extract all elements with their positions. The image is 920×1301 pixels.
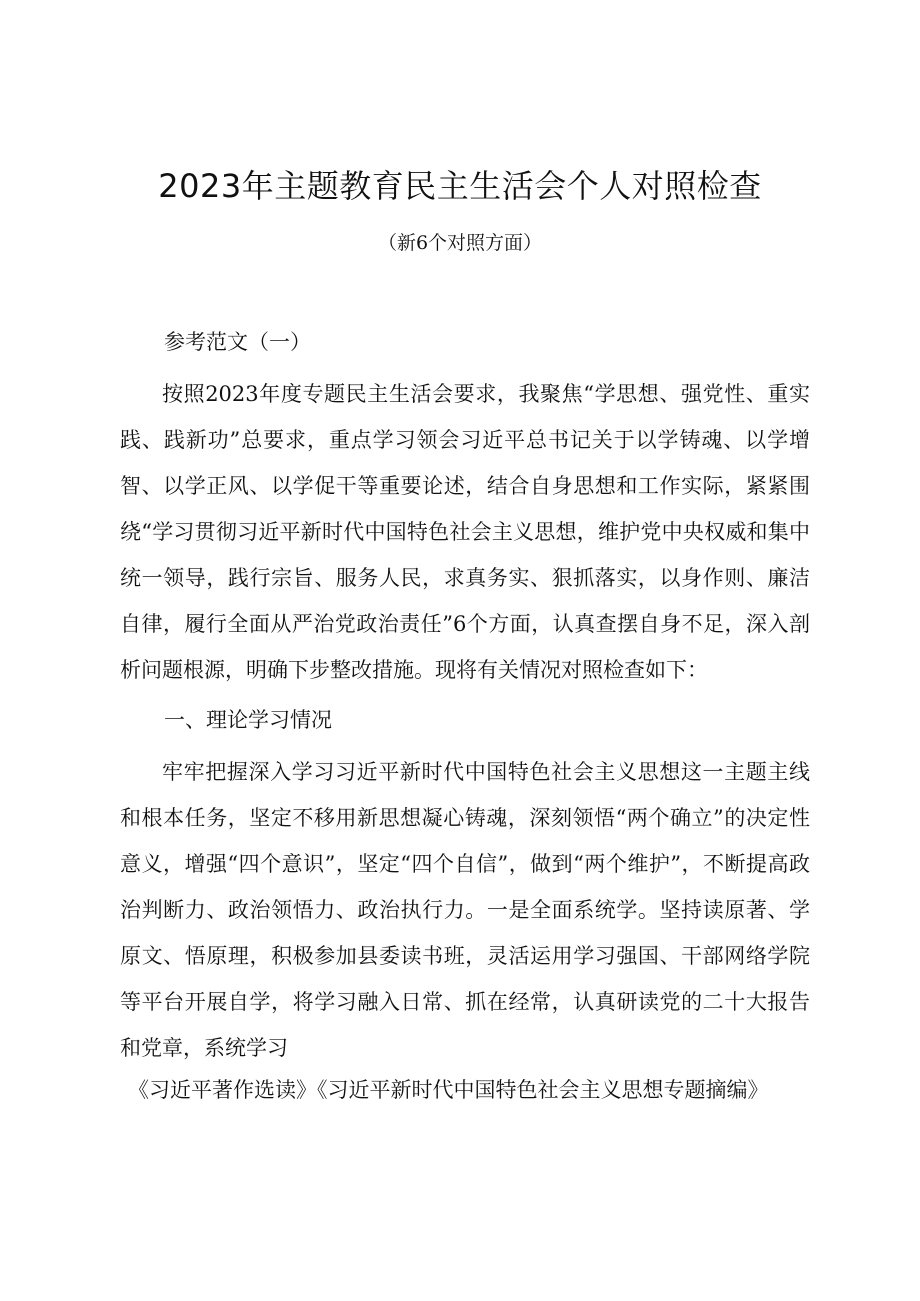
section-label: 参考范文（一） (164, 330, 311, 354)
theory-study-paragraph: 牢牢把握深入学习习近平新时代中国特色社会主义思想这一主题主线和根本任务，坚定不移用新思想凝心铸魂，深刻领悟“两个确立”的决定性意义，增强“四个意识”，坚定“四个自信”，做到“两个维护”，不断提高政治判断力、政治领悟力、政治执行力。一是全面系统学。坚持读原著、学原文、悟原理，积极参加县委读书班，灵活运用学习强国、干部网络学院等平台开展自学，将学习融入日常、抓在经常，认真研读党的二十大报告和党章，系统学习 (120, 760, 810, 1060)
document-title: 2023年主题教育民主生活会个人对照检查 (158, 167, 762, 205)
books-line: 《习近平著作选读》《习近平新时代中国特色社会主义思想专题摘编》 (128, 1078, 769, 1102)
section-heading-theory-study: 一、理论学习情况 (164, 708, 332, 732)
intro-paragraph: 按照2023年度专题民主生活会要求，我聚焦“学思想、强党性、重实践、践新功”总要求，重点学习领会习近平总书记关于以学铸魂、以学增智、以学正风、以学促干等重要论述，结合自身思想和工作实际，紧紧围绕“学习贯彻习近平新时代中国特色社会主义思想，维护党中央权威和集中统一领导，践行宗旨、服务人民，求真务实、狠抓落实，以身作则、廉洁自律，履行全面从严治党政治责任”6个方面，认真查摆自身不足，深入剖析问题根源，明确下步整改措施。现将有关情况对照检查如下： (120, 382, 810, 682)
document-subtitle: （新6个对照方面） (377, 232, 543, 254)
